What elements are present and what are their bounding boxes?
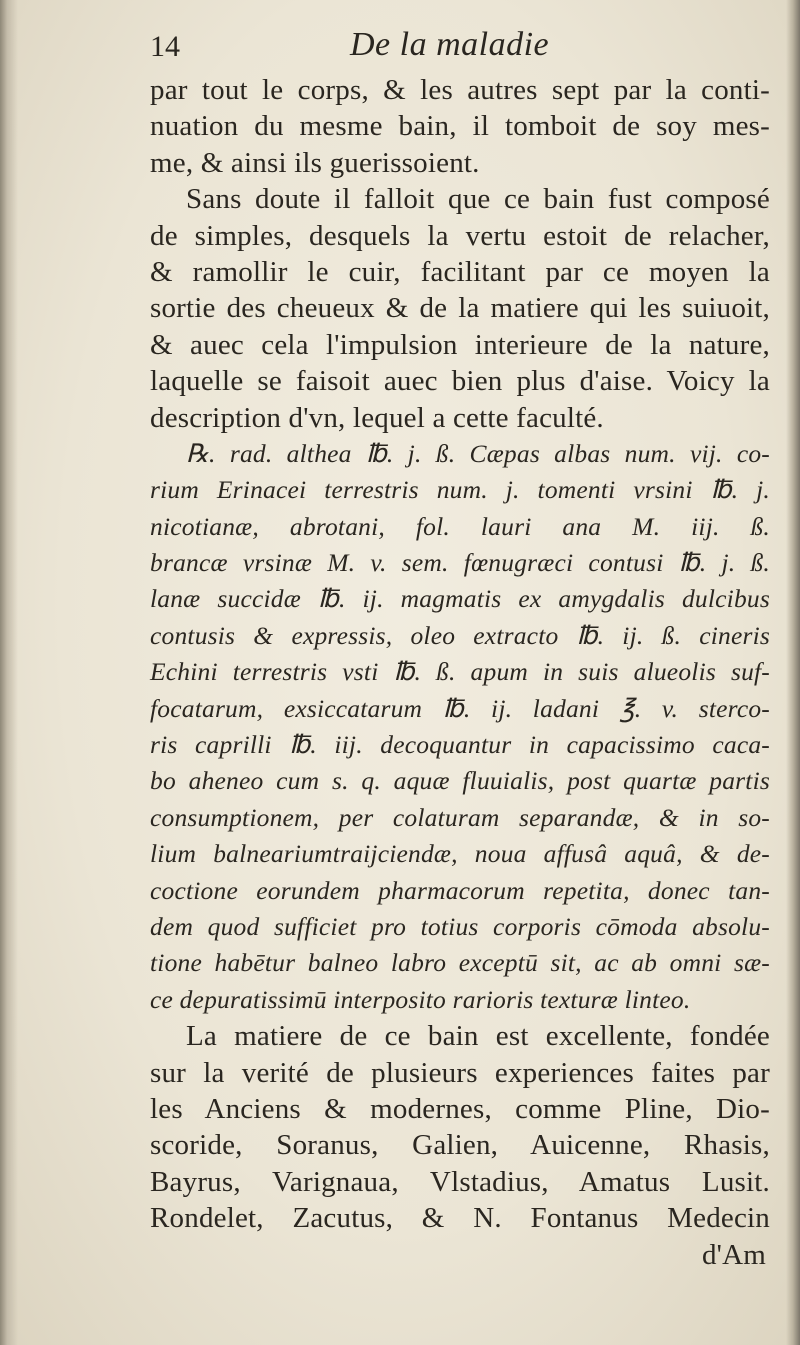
text-line: description d'vn, lequel a cette faculté. [150,401,604,434]
text-line: de simples, desquels la vertu estoit de relacher, [150,219,770,252]
body-text [150,72,770,1273]
recipe-line: nicotianæ, abrotani, fol. lauri ana M. iij. ß. [150,511,770,541]
text-line: nuation du mesme bain, il tomboit de soy mes- [150,110,770,143]
recipe-line: Echini terrestris vsti ℔. ß. apum in suis alueolis suf- [150,657,770,687]
recipe-line: rium Erinacei terrestris num. j. tomenti vrsini ℔. j. [150,475,770,505]
text-line: La matiere de ce bain est excellente, fondée [186,1020,770,1053]
text-line: laquelle se faisoit auec bien plus d'aise. Voicy la [150,365,770,398]
recipe-line: consumptionem, per colaturam separandæ, & in so- [150,802,770,832]
text-line: & auec cela l'impulsion interieure de la nature, [150,328,770,361]
text-line: sortie des cheueux & de la matiere qui les suiuoit, [150,292,770,325]
text-line: les Anciens & modernes, comme Pline, Dio- [150,1092,770,1125]
recipe-line: bo aheneo cum s. q. aquæ fluuialis, post quartæ partis [150,766,770,796]
recipe-line: tione habētur balneo labro exceptū sit, ac ab omni sæ- [150,948,770,978]
text-line: sur la verité de plusieurs experiences faites par [150,1056,770,1089]
text-line: scoride, Soranus, Galien, Auicenne, Rhasis, [150,1129,770,1162]
running-title: De la maladie [350,26,550,63]
text-line: & ramollir le cuir, facilitant par ce moyen la [150,255,770,288]
recipe-line: dem quod sufficiet pro totius corporis cōmoda absolu- [150,911,770,941]
page-edge-shadow [786,0,800,1345]
recipe-line: lanæ succidæ ℔. ij. magmatis ex amygdalis dulcibus [150,584,770,614]
text-line: me, & ainsi ils guerissoient. [150,146,480,179]
recipe-line: contusis & expressis, oleo extracto ℔. ij. ß. cineris [150,620,770,650]
page-number: 14 [150,30,180,63]
text-line: Sans doute il falloit que ce bain fust composé [186,183,770,216]
text-line: Bayrus, Varignaua, Vlstadius, Amatus Lusit. [150,1165,770,1198]
recipe-line: ce depuratissimū interposito rarioris texturæ linteo. [150,984,691,1014]
page-header [150,24,770,74]
recipe-line: focatarum, exsiccatarum ℔. ij. ladani ℥. v. sterco- [150,693,770,723]
recipe-line: lium balneariumtraijciendæ, noua affusâ aquâ, & de- [150,839,770,869]
page-gutter-shadow [0,0,18,1345]
recipe-line: brancæ vrsinæ M. v. sem. fœnugræci contusi ℔. j. ß. [150,548,770,578]
text-line: Rondelet, Zacutus, & N. Fontanus Medecin [150,1202,770,1235]
recipe-line: ris caprilli ℔. iij. decoquantur in capacissimo caca- [150,730,770,760]
recipe-line: ℞. rad. althea ℔. j. ß. Cæpas albas num. vij. co- [186,438,770,468]
recipe-line: coctione eorundem pharmacorum repetita, donec tan- [150,875,770,905]
text-line: par tout le corps, & les autres sept par la conti- [150,74,770,106]
catchword: d'Am [701,1238,766,1271]
